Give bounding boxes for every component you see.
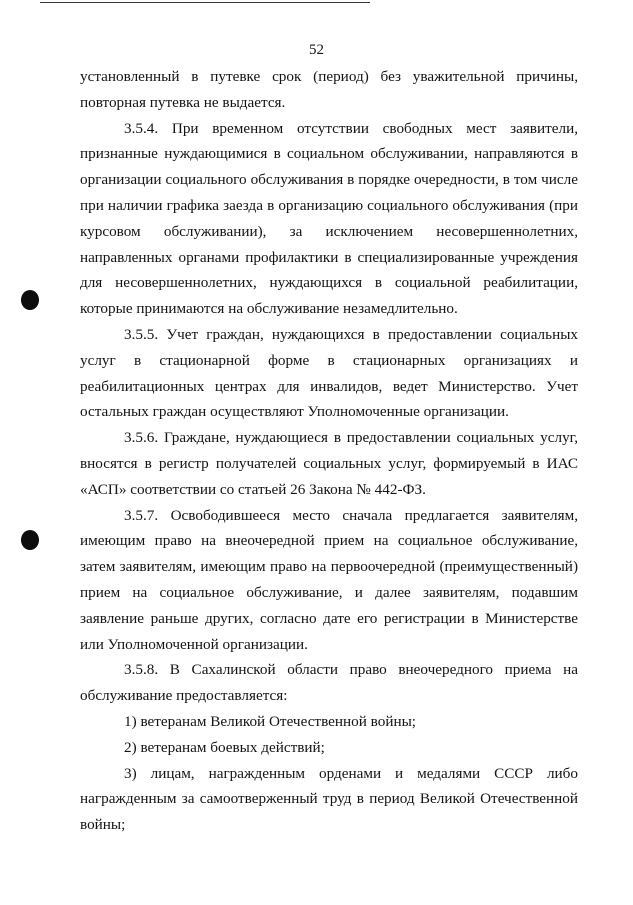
list-item: 3) лицам, награжденным орденами и медалями СССР либо награжденным за самоотверженный труд в период Великой Отечественной войны; <box>80 764 578 834</box>
punch-hole-mark <box>21 530 39 550</box>
scan-edge-line <box>40 2 370 3</box>
paragraph-3-5-7: 3.5.7. Освободившееся место сначала предлагается заявителям, имеющим право на внеочередной прием на социальное обслуживание, затем заявителям, имеющим право на первоочередной (преимущественный) прием на социальное обслуживание, и далее заявителям, подавшим заявление раньше других, согласно дате его регистрации в Министерстве или Уполномоченной организации. <box>80 506 578 653</box>
paragraph-continuation: установленный в путевке срок (период) без уважительной причины, повторная путевка не выдается. <box>80 68 578 111</box>
paragraph-3-5-4: 3.5.4. При временном отсутствии свободных мест заявители, признанные нуждающимися в социальном обслуживании, направляются в организации социального обслуживания в порядке очередности, в том числе при наличии графика заезда в организацию социального обслуживания (при курсовом обслуживании), за исключением несовершеннолетних, направленных органами профилактики в специализированные учреждения для несовершеннолетних, нуждающихся в социальной реабилитации, которые принимаются на обслуживание незамедлительно. <box>80 119 578 318</box>
list-item: 1) ветеранам Великой Отечественной войны; <box>124 712 417 730</box>
page-number: 52 <box>309 42 324 58</box>
paragraph-3-5-5: 3.5.5. Учет граждан, нуждающихся в предоставлении социальных услуг в стационарной форме в стационарных организациях и реабилитационных центрах для инвалидов, ведет Министерство. Учет остальных граждан осуществляют Уполномоченные организации. <box>80 325 578 421</box>
document-body <box>80 64 578 838</box>
paragraph-3-5-8: 3.5.8. В Сахалинской области право внеочередного приема на обслуживание предоставляется: <box>80 661 578 705</box>
list-item: 2) ветеранам боевых действий; <box>124 738 325 756</box>
paragraph-3-5-6: 3.5.6. Граждане, нуждающиеся в предоставлении социальных услуг, вносятся в регистр получателей социальных услуг, формируемый в ИАС «АСП» соответствии со статьей 26 Закона № 442-ФЗ. <box>80 429 578 498</box>
punch-hole-mark <box>21 290 39 310</box>
